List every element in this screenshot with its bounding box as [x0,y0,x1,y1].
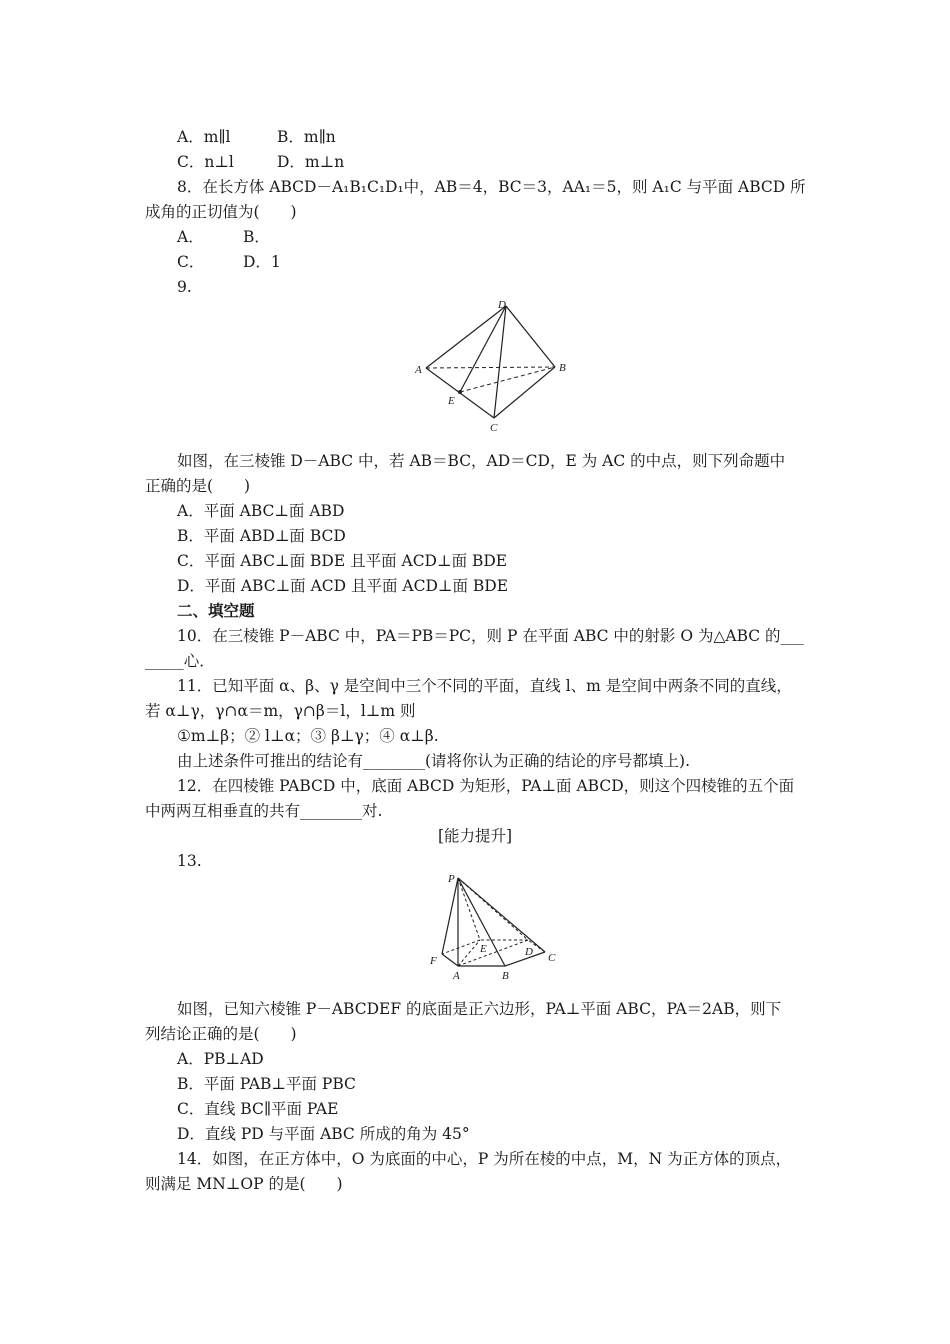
label-d: D [498,299,506,311]
q13-option-d: D．直线 PD 与平面 ABC 所成的角为 45° [177,1125,470,1143]
q13-option-b: B．平面 PAB⊥平面 PBC [177,1075,356,1093]
section-ability-heading: [能力提升] [437,827,513,845]
q11-line4: 由上述条件可推出的结论有________(请将你认为正确的结论的序号都填上). [177,752,691,770]
q13-stem-line1: 如图，已知六棱锥 P－ABCDEF 的底面是正六边形，PA⊥平面 ABC，PA＝2AB，则下 [177,1000,782,1018]
q11-line3: ①m⊥β；② l⊥α；③ β⊥γ；④ α⊥β. [177,727,439,745]
label-e: E [448,395,455,407]
q10-line2: _____心． [145,652,215,670]
q13-option-a: A．PB⊥AD [177,1050,264,1068]
q13-number: 13. [177,852,202,870]
q11-line1: 11．已知平面 α、β、γ 是空间中三个不同的平面，直线 l、m 是空间中两条不同的直线， [177,677,792,695]
edge-ab-hidden [426,367,555,368]
edge-da [426,306,506,368]
edge-ef-hidden [442,940,480,954]
edge-pf [442,878,458,954]
q7-option-d: D．m⊥n [277,153,345,171]
q8-option-d: D．1 [243,253,281,271]
label-c: C [490,422,498,434]
q7-option-a: A．m∥l [177,128,231,146]
edge-dc [494,306,506,418]
q13-hexagonal-pyramid-figure [420,866,565,984]
label-b: B [502,970,509,982]
label-b: B [559,362,566,374]
q7-option-c: C．n⊥l [177,153,234,171]
q14-line1: 14．如图，在正方体中，O 为底面的中心，P 为所在棱的中点，M，N 为正方体的顶点， [177,1150,792,1168]
q10-line1: 10．在三棱锥 P－ABC 中，PA＝PB＝PC，则 P 在平面 ABC 中的射影 O 为△ABC 的___ [177,627,804,645]
q7-option-b: B．m∥n [277,128,336,146]
q8-option-a: A． [177,228,204,246]
q12-line2: 中两两互相垂直的共有________对. [145,802,383,820]
q9-option-c: C．平面 ABC⊥面 BDE 且平面 ACD⊥面 BDE [177,552,508,570]
q11-line2: 若 α⊥γ，γ∩α＝m，γ∩β＝l，l⊥m 则 [145,702,416,720]
q8-stem-line2: 成角的正切值为( ) [145,203,297,221]
edge-de [460,306,506,392]
label-d: D [525,946,533,958]
q8-option-b: B． [243,228,270,246]
q9-pyramid-figure [410,296,575,436]
label-p: P [448,873,455,885]
section-fill-in-heading: 二、填空题 [177,602,255,620]
edge-fa [442,954,458,966]
q9-stem-line2: 正确的是( ) [145,477,251,495]
q9-option-a: A．平面 ABC⊥面 ABD [177,502,345,520]
q9-option-d: D．平面 ABC⊥面 ACD 且平面 ACD⊥面 BDE [177,577,509,595]
q14-line2: 则满足 MN⊥OP 的是( ) [145,1175,343,1193]
label-a: A [415,364,422,376]
q12-line1: 12．在四棱锥 PABCD 中，底面 ABCD 为矩形，PA⊥面 ABCD，则这个四棱锥的五个面 [177,777,795,795]
label-e: E [480,943,487,955]
q9-number: 9. [177,278,192,296]
point-e [458,390,462,394]
q13-option-c: C．直线 BC∥平面 PAE [177,1100,339,1118]
q8-stem-line1: 8．在长方体 ABCD－A₁B₁C₁D₁中，AB＝4，BC＝3，AA₁＝5，则 A₁C 与平面 ABCD 所 [177,178,806,196]
q13-stem-line2: 列结论正确的是( ) [145,1025,297,1043]
edge-db [506,306,555,367]
q9-stem-line1: 如图，在三棱锥 D－ABC 中，若 AB＝BC，AD＝CD，E 为 AC 的中点，则下列命题中 [177,452,786,470]
label-f: F [430,955,437,967]
q8-option-c: C． [177,253,205,271]
q9-option-b: B．平面 ABD⊥面 BCD [177,527,346,545]
label-c: C [548,952,556,964]
label-a: A [453,970,460,982]
